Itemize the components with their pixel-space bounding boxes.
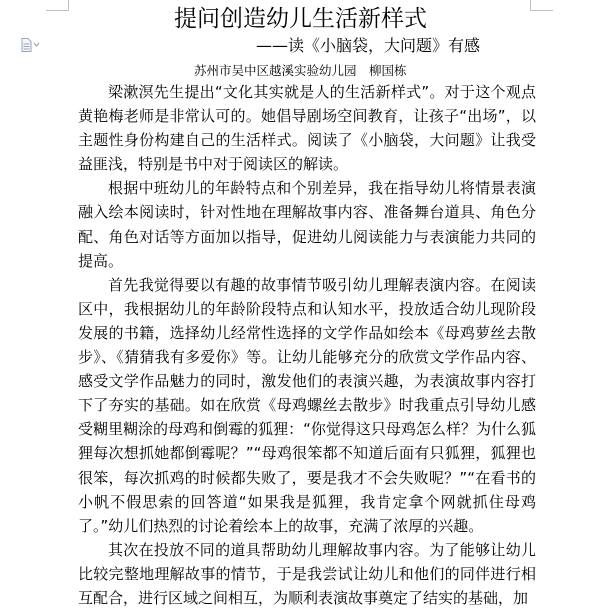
paragraph-4: 其次在投放不同的道具帮助幼儿理解故事内容。为了能够让幼儿比较完整地理解故事的情节，于是我尝试让幼儿和他们的同伴进行相互配合，进行区域之间相互，为顺利表演故事奠定了结实的基础，加 [78, 540, 536, 607]
paragraph-1: 梁漱溟先生提出“文化其实就是人的生活新样式”。对于这个观点黄艳梅老师是非常认可的。她倡导剧场空间教育，让孩子“出场”，以主题性身份构建自己的生活样式。阅读了《小脑袋，大问题》让我受益匪浅，特别是书中对于阅读区的解读。 [78, 83, 536, 174]
author-line: 苏州市吴中区越溪实验幼儿园 柳国栋 [194, 63, 407, 78]
document-body [78, 80, 536, 610]
document-title: 提问创造幼儿生活新样式 [174, 6, 427, 32]
paragraph-2: 根据中班幼儿的年龄特点和个别差异，我在指导幼儿将情景表演融入绘本阅读时，针对性地在理解故事内容、准备舞台道具、角色分配、角色对话等方面加以指导，促进幼儿阅读能力与表演能力共同的提高。 [78, 179, 536, 270]
document-subtitle: ——读《小脑袋，大问题》有感 [256, 36, 481, 55]
document-icon[interactable] [21, 37, 41, 51]
paragraph-3: 首先我觉得要以有趣的故事情节吸引幼儿理解表演内容。在阅读区中，我根据幼儿的年龄阶段特点和认知水平，投放适合幼儿现阶段发展的书籍，选择幼儿经常性选择的文学作品如绘本《母鸡萝丝去散步》、《猜猜我有多爱你》等。让幼儿能够充分的欣赏文学作品内容、感受文学作品魅力的同时，激发他们的表演兴趣，为表演故事内容打下了夯实的基础。如在欣赏《母鸡螺丝去散步》时我重点引导幼儿感受糊里糊涂的母鸡和倒霉的狐狸：“你觉得这只母鸡怎么样？为什么狐狸每次想抓她都倒霉呢？”“母鸡很笨都不知道后面有只狐狸，狐狸也很笨，每次抓鸡的时候都失败了，要是我才不会失败呢？”“在看书的小帆不假思索的回答道“如果我是狐狸，我肯定拿个网就抓住母鸡了。”幼儿们热烈的讨论着绘本上的故事，充满了浓厚的兴趣。 [78, 275, 536, 535]
